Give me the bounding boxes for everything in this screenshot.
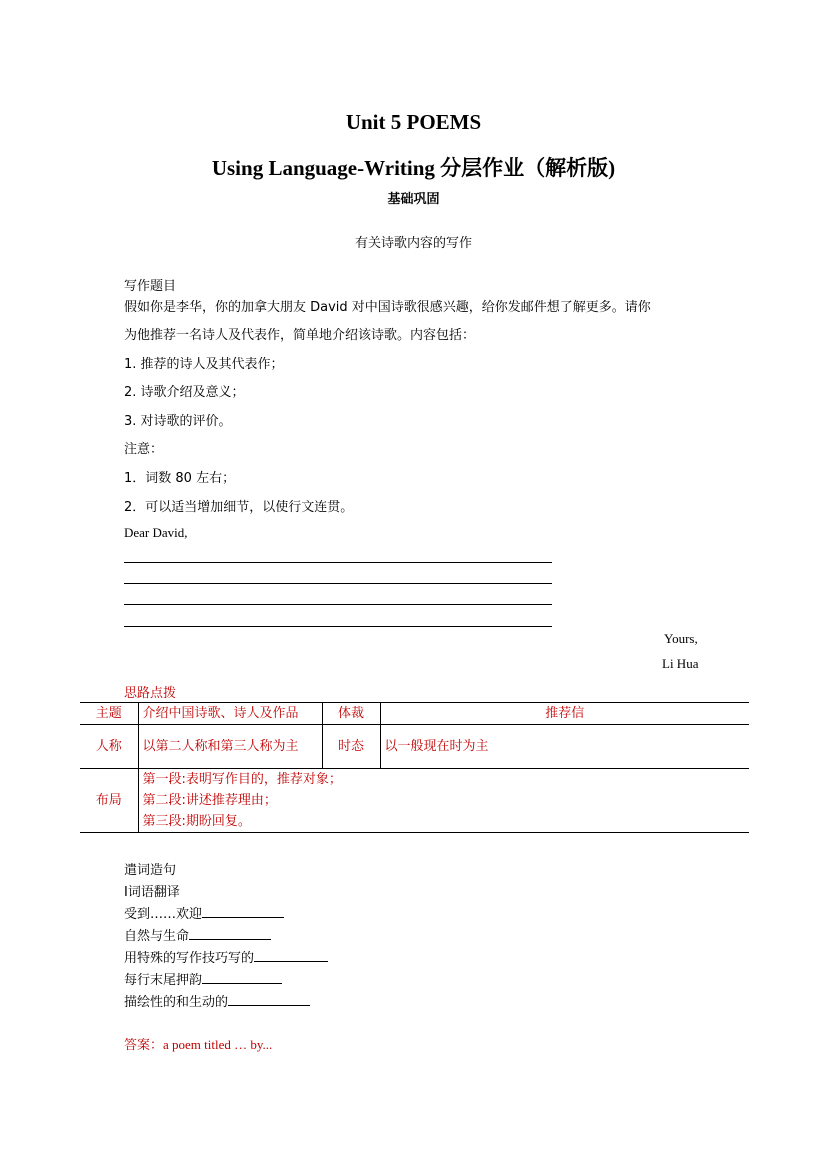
vocab-item [124, 991, 310, 1010]
answer-line [124, 583, 552, 584]
table-row [80, 769, 749, 833]
layout-line: 第三段:期盼回复。 [142, 814, 251, 829]
table-cell: 以第二人称和第三人称为主 [138, 725, 322, 769]
vocab-item-text: 描绘性的和生动的 [124, 995, 229, 1010]
task-point: 3. 对诗歌的评价。 [124, 414, 232, 429]
notice-item: 1．词数 80 左右； [124, 471, 236, 486]
guide-table [80, 702, 749, 833]
vocab-item [124, 969, 282, 988]
blank-line [228, 992, 310, 1006]
guide-label: 思路点拨 [124, 686, 177, 701]
vocab-item [124, 947, 328, 966]
letter-greeting: Dear David, [124, 525, 188, 540]
vocab-label: 遣词造句 [124, 863, 177, 878]
letter-signature: Li Hua [662, 656, 699, 671]
task-point: 2. 诗歌介绍及意义； [124, 385, 245, 400]
task-prompt-line2: 为他推荐一名诗人及代表作，简单地介绍该诗歌。内容包括： [124, 328, 476, 343]
layout-line: 第一段:表明写作目的，推荐对象； [142, 772, 342, 787]
layout-line: 第二段:讲述推荐理由； [142, 793, 277, 808]
table-cell: 人称 [80, 725, 138, 769]
vocab-item [124, 925, 271, 944]
answer-line [124, 626, 552, 627]
document-title: Unit 5 POEMS [345, 110, 482, 134]
blank-line [189, 926, 271, 940]
table-cell: 以一般现在时为主 [380, 725, 749, 769]
answer-text: a poem titled … by... [163, 1037, 273, 1052]
table-cell: 主题 [80, 703, 138, 725]
table-cell: 布局 [80, 769, 138, 833]
blank-line [202, 970, 282, 984]
notice-label: 注意： [124, 442, 164, 457]
table-cell [138, 769, 749, 833]
table-cell: 推荐信 [380, 703, 749, 725]
vocab-item-text: 用特殊的写作技巧写的 [124, 951, 255, 966]
task-prompt-line1: 假如你是李华，你的加拿大朋友 David 对中国诗歌很感兴趣，给你发邮件想了解更多。请你 [124, 300, 651, 315]
table-row [80, 725, 749, 769]
task-point: 1. 推荐的诗人及其代表作； [124, 357, 284, 372]
notice-item: 2．可以适当增加细节，以使行文连贯。 [124, 500, 354, 515]
answer-line [124, 604, 552, 605]
table-cell: 介绍中国诗歌、诗人及作品 [138, 703, 322, 725]
answer-line [124, 562, 552, 563]
vocab-item-text: 每行末尾押韵 [124, 973, 203, 988]
task-label: 写作题目 [124, 279, 177, 294]
blank-line [254, 948, 328, 962]
blank-line [202, 904, 284, 918]
answer [124, 1034, 272, 1053]
answer-label: 答案： [124, 1038, 164, 1053]
table-row [80, 703, 749, 725]
level-heading: 基础巩固 [387, 192, 440, 207]
vocab-sub-label: Ⅰ词语翻译 [124, 885, 180, 900]
letter-closing: Yours, [664, 631, 698, 646]
vocab-item-text: 受到……欢迎 [124, 907, 203, 922]
section-heading: 有关诗歌内容的写作 [354, 236, 472, 251]
document-subtitle: Using Language-Writing 分层作业（解析版) [211, 156, 616, 180]
table-cell: 时态 [322, 725, 380, 769]
vocab-item [124, 903, 284, 922]
table-cell: 体裁 [322, 703, 380, 725]
vocab-item-text: 自然与生命 [124, 929, 190, 944]
